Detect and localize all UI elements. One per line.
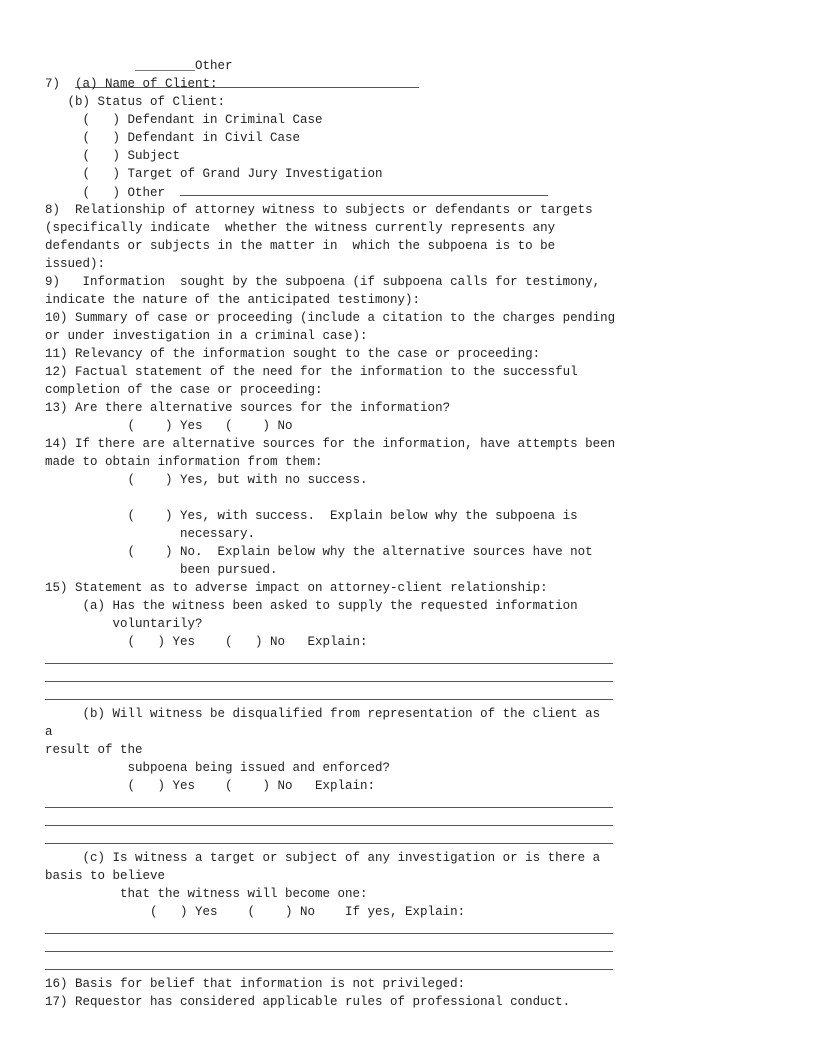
item13-question: 13) Are there alternative sources for the information? (45, 401, 451, 415)
item13-choices[interactable]: ( ) Yes ( ) No (45, 419, 293, 433)
explain-line[interactable] (45, 921, 765, 939)
explain-underline[interactable] (45, 831, 613, 844)
item15b-question: result of the (45, 743, 143, 757)
top-other-line (45, 39, 765, 73)
item15a-choices[interactable]: ( ) Yes ( ) No Explain: (45, 635, 368, 649)
item15a-question: (a) Has the witness been asked to supply the requested information (45, 599, 578, 613)
status-option-other-label: ( ) Other (45, 186, 181, 200)
item11-line: 11) Relevancy of the information sought to the case or proceeding: (45, 347, 541, 361)
explain-line[interactable] (45, 957, 765, 975)
item14-option-no-success[interactable]: ( ) Yes, but with no success. (45, 473, 368, 487)
item15a-question: voluntarily? (45, 617, 203, 631)
explain-underline[interactable] (45, 651, 613, 664)
explain-underline[interactable] (45, 939, 613, 952)
item12-line: 12) Factual statement of the need for the information to the successful (45, 365, 578, 379)
item14-question: made to obtain information from them: (45, 455, 323, 469)
item7-name-of-client: 7) (a) Name of Client: (45, 77, 218, 91)
item14-option-no[interactable]: ( ) No. Explain below why the alternative sources have not (45, 545, 593, 559)
item15c-question: basis to believe (45, 869, 166, 883)
item15-heading: 15) Statement as to adverse impact on attorney-client relationship: (45, 581, 548, 595)
item15b-question: a (45, 725, 53, 739)
explain-underline[interactable] (45, 921, 613, 934)
item15b-question: subpoena being issued and enforced? (45, 761, 391, 775)
explain-line[interactable] (45, 669, 765, 687)
explain-line[interactable] (45, 687, 765, 705)
item15c-question: (c) Is witness a target or subject of any investigation or is there a (45, 851, 601, 865)
explain-line[interactable] (45, 813, 765, 831)
explain-underline[interactable] (45, 687, 613, 700)
item16-line: 16) Basis for belief that information is not privileged: (45, 977, 466, 991)
explain-underline[interactable] (45, 813, 613, 826)
explain-underline[interactable] (45, 669, 613, 682)
status-option-criminal[interactable]: ( ) Defendant in Criminal Case (45, 113, 323, 127)
explain-line[interactable] (45, 939, 765, 957)
other-option-label: ________Other (75, 59, 233, 73)
explain-underline[interactable] (45, 795, 613, 808)
item14-option-with-success-cont: necessary. (45, 527, 256, 541)
explain-line[interactable] (45, 651, 765, 669)
status-other-blank[interactable] (180, 183, 548, 196)
status-option-other[interactable] (45, 183, 765, 201)
explain-line[interactable] (45, 795, 765, 813)
status-option-target[interactable]: ( ) Target of Grand Jury Investigation (45, 167, 383, 181)
blank-line (45, 489, 765, 507)
status-option-civil[interactable]: ( ) Defendant in Civil Case (45, 131, 301, 145)
item8-line: defendants or subjects in the matter in which the subpoena is to be (45, 239, 556, 253)
item8-line: issued): (45, 257, 106, 271)
status-option-subject[interactable]: ( ) Subject (45, 149, 181, 163)
item15b-choices[interactable]: ( ) Yes ( ) No Explain: (45, 779, 376, 793)
item7-status-of-client: (b) Status of Client: (45, 95, 226, 109)
item8-line: (specifically indicate whether the witness currently represents any (45, 221, 556, 235)
item14-option-with-success[interactable]: ( ) Yes, with success. Explain below why the subpoena is (45, 509, 578, 523)
item15b-question: (b) Will witness be disqualified from representation of the client as (45, 707, 601, 721)
item9-line: 9) Information sought by the subpoena (if subpoena calls for testimony, (45, 275, 601, 289)
item9-line: indicate the nature of the anticipated testimony): (45, 293, 421, 307)
form-page (45, 39, 765, 1011)
item17-line: 17) Requestor has considered applicable rules of professional conduct. (45, 995, 571, 1009)
item10-line: 10) Summary of case or proceeding (include a citation to the charges pending (45, 311, 616, 325)
item8-line: 8) Relationship of attorney witness to subjects or defendants or targets (45, 203, 593, 217)
explain-line[interactable] (45, 831, 765, 849)
explain-underline[interactable] (45, 957, 613, 970)
item12-line: completion of the case or proceeding: (45, 383, 323, 397)
item15c-choices[interactable]: ( ) Yes ( ) No If yes, Explain: (45, 905, 466, 919)
item14-question: 14) If there are alternative sources for the information, have attempts been (45, 437, 616, 451)
item15c-question: that the witness will become one: (45, 887, 368, 901)
item10-line: or under investigation in a criminal case): (45, 329, 368, 343)
item14-option-no-cont: been pursued. (45, 563, 278, 577)
